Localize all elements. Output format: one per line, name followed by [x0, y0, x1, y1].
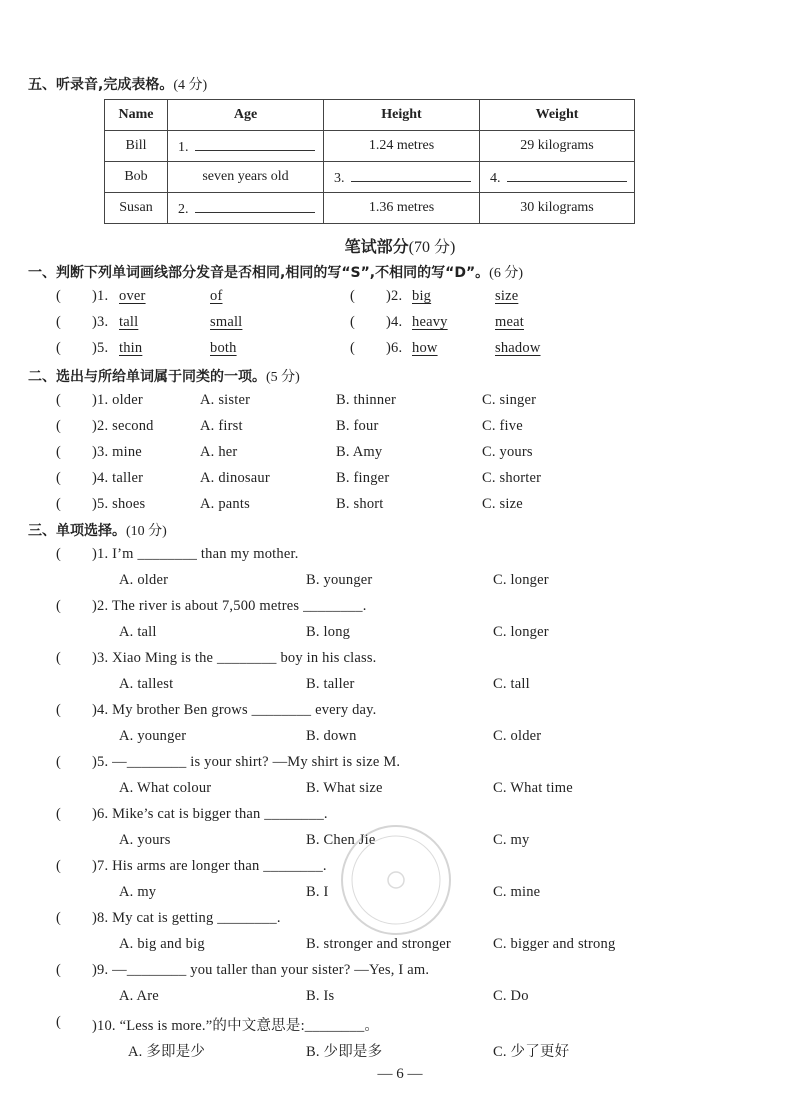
item-number: )1. [92, 288, 109, 304]
word-2: small [210, 314, 243, 330]
question-text: )5. shoes [92, 496, 146, 512]
answer-paren[interactable]: ( [56, 754, 62, 770]
option-c[interactable]: C. bigger and strong [493, 936, 616, 952]
option-a[interactable]: A. her [200, 444, 238, 460]
option-b[interactable]: B. long [306, 624, 351, 640]
cell-age-blank[interactable] [168, 131, 324, 162]
answer-paren[interactable]: ( [56, 546, 62, 562]
answer-paren[interactable]: ( [56, 496, 62, 512]
written-part-heading: 笔试部分 [344, 237, 409, 256]
table-row [105, 193, 635, 224]
option-b[interactable]: B. Chen Jie [306, 832, 376, 848]
question-text: )4. My brother Ben grows ________ every day. [92, 702, 377, 718]
item-number: )5. [92, 340, 109, 356]
option-b[interactable]: B. finger [336, 470, 390, 486]
answer-paren[interactable]: ( [56, 598, 62, 614]
option-a[interactable]: A. 多即是少 [128, 1044, 206, 1060]
option-b[interactable]: B. stronger and stronger [306, 936, 451, 952]
cell-height-blank[interactable] [324, 162, 480, 193]
option-c[interactable]: C. older [493, 728, 542, 744]
question-text: )1. I’m ________ than my mother. [92, 546, 299, 562]
question-text: )1. older [92, 392, 143, 408]
option-b[interactable]: B. I [306, 884, 329, 900]
page-number: — 6 — [377, 1066, 423, 1082]
section-3-points: (10 分) [126, 524, 167, 539]
option-a[interactable]: A. older [119, 572, 169, 588]
option-b[interactable]: B. 少即是多 [306, 1044, 383, 1060]
answer-paren[interactable]: ( [56, 470, 62, 486]
option-c[interactable]: C. tall [493, 676, 530, 692]
section-5-heading: 五、听录音,完成表格。 [28, 77, 174, 93]
blank-number: 4. [490, 171, 501, 186]
answer-paren[interactable]: ( [56, 962, 62, 978]
section-1-title [28, 262, 523, 282]
cell-age: seven years old [168, 162, 324, 193]
answer-paren[interactable]: ( [56, 340, 62, 356]
answer-blank[interactable] [195, 198, 315, 213]
question-text: )3. mine [92, 444, 142, 460]
answer-blank[interactable] [507, 167, 627, 182]
answer-paren[interactable]: ( [56, 418, 62, 434]
cell-name: Susan [105, 193, 168, 224]
word-1: thin [119, 340, 143, 356]
option-a[interactable]: A. first [200, 418, 243, 434]
question-text: )7. His arms are longer than ________. [92, 858, 327, 874]
blank-number: 3. [334, 171, 345, 186]
item-number: )6. [386, 340, 403, 356]
option-b[interactable]: B. younger [306, 572, 373, 588]
cell-height: 1.36 metres [324, 193, 480, 224]
word-1: how [412, 340, 438, 356]
word-2: meat [495, 314, 524, 330]
answer-paren[interactable]: ( [56, 910, 62, 926]
option-c[interactable]: C. size [482, 496, 523, 512]
question-text: )9. —________ you taller than your sister? —Yes, I am. [92, 962, 430, 978]
question-text: )3. Xiao Ming is the ________ boy in his class. [92, 650, 377, 666]
stamp-watermark [336, 820, 456, 940]
table-row [105, 131, 635, 162]
answer-paren[interactable]: ( [56, 650, 62, 666]
question-text: )5. —________ is your shirt? —My shirt is size M. [92, 754, 401, 770]
option-c[interactable]: C. mine [493, 884, 541, 900]
header-name: Name [105, 100, 168, 131]
listening-table [104, 99, 635, 224]
option-b[interactable]: B. down [306, 728, 357, 744]
word-2: shadow [495, 340, 541, 356]
word-2: of [210, 288, 223, 304]
section-2-points: (5 分) [266, 370, 300, 385]
written-part-title [0, 234, 800, 257]
word-2: size [495, 288, 519, 304]
answer-paren[interactable]: ( [56, 392, 62, 408]
section-2-heading: 二、选出与所给单词属于同类的一项。 [28, 369, 266, 385]
option-a[interactable]: A. big and big [119, 936, 205, 952]
answer-paren[interactable]: ( [56, 806, 62, 822]
answer-paren[interactable]: ( [350, 340, 356, 356]
blank-number: 1. [178, 140, 189, 155]
option-b[interactable]: B. What size [306, 780, 383, 796]
answer-paren[interactable]: ( [56, 702, 62, 718]
question-text: )10. “Less is more.”的中文意思是:________。 [92, 1018, 380, 1034]
option-c[interactable]: C. What time [493, 780, 573, 796]
section-5-title [28, 74, 207, 94]
option-a[interactable]: A. my [119, 884, 157, 900]
section-1-heading: 一、判断下列单词画线部分发音是否相同,相同的写“S”,不相同的写“D”。 [28, 265, 490, 281]
option-a[interactable]: A. Are [119, 988, 159, 1004]
option-b[interactable]: B. taller [306, 676, 355, 692]
cell-weight-blank[interactable] [480, 162, 635, 193]
option-c[interactable]: C. longer [493, 572, 549, 588]
question-text: )2. The river is about 7,500 metres ________. [92, 598, 367, 614]
option-c[interactable]: C. my [493, 832, 530, 848]
word-1: heavy [412, 314, 448, 330]
option-b[interactable]: B. thinner [336, 392, 396, 408]
answer-paren[interactable]: ( [350, 288, 356, 304]
word-1: big [412, 288, 432, 304]
answer-paren[interactable]: ( [56, 314, 62, 330]
table-row [105, 162, 635, 193]
answer-paren[interactable]: ( [56, 858, 62, 874]
option-c[interactable]: C. longer [493, 624, 549, 640]
option-a[interactable]: A. dinosaur [200, 470, 270, 486]
option-a[interactable]: A. yours [119, 832, 171, 848]
answer-blank[interactable] [195, 136, 315, 151]
section-3-heading: 三、单项选择。 [28, 523, 126, 539]
option-b[interactable]: B. four [336, 418, 379, 434]
option-c[interactable]: C. yours [482, 444, 533, 460]
option-a[interactable]: A. pants [200, 496, 250, 512]
section-1-points: (6 分) [489, 266, 523, 281]
answer-paren[interactable]: ( [56, 1014, 62, 1030]
header-weight: Weight [480, 100, 635, 131]
section-2-title [28, 366, 300, 386]
cell-name: Bill [105, 131, 168, 162]
option-a[interactable]: A. sister [200, 392, 251, 408]
question-text: )8. My cat is getting ________. [92, 910, 281, 926]
option-c[interactable]: C. Do [493, 988, 529, 1004]
cell-age-blank[interactable] [168, 193, 324, 224]
word-2: both [210, 340, 237, 356]
answer-paren[interactable]: ( [56, 444, 62, 460]
option-c[interactable]: C. singer [482, 392, 537, 408]
option-b[interactable]: B. Amy [336, 444, 383, 460]
answer-paren[interactable]: ( [56, 288, 62, 304]
option-c[interactable]: C. shorter [482, 470, 542, 486]
option-c[interactable]: C. 少了更好 [493, 1044, 570, 1060]
written-part-points: (70 分) [408, 239, 456, 256]
option-a[interactable]: A. What colour [119, 780, 212, 796]
question-text: )2. second [92, 418, 154, 434]
blank-number: 2. [178, 202, 189, 217]
header-age: Age [168, 100, 324, 131]
word-1: tall [119, 314, 139, 330]
cell-name: Bob [105, 162, 168, 193]
item-number: )3. [92, 314, 109, 330]
question-text: )6. Mike’s cat is bigger than ________. [92, 806, 328, 822]
option-b[interactable]: B. short [336, 496, 384, 512]
option-c[interactable]: C. five [482, 418, 523, 434]
option-a[interactable]: A. tall [119, 624, 157, 640]
question-text: )4. taller [92, 470, 144, 486]
option-a[interactable]: A. younger [119, 728, 187, 744]
option-b[interactable]: B. Is [306, 988, 335, 1004]
answer-blank[interactable] [351, 167, 471, 182]
section-3-title [28, 520, 167, 540]
cell-height: 1.24 metres [324, 131, 480, 162]
option-a[interactable]: A. tallest [119, 676, 174, 692]
cell-weight: 30 kilograms [480, 193, 635, 224]
section-5-points: (4 分) [173, 78, 208, 93]
answer-paren[interactable]: ( [350, 314, 356, 330]
table-header-row [105, 100, 635, 131]
item-number: )4. [386, 314, 403, 330]
cell-weight: 29 kilograms [480, 131, 635, 162]
header-height: Height [324, 100, 480, 131]
item-number: )2. [386, 288, 403, 304]
word-1: over [119, 288, 146, 304]
